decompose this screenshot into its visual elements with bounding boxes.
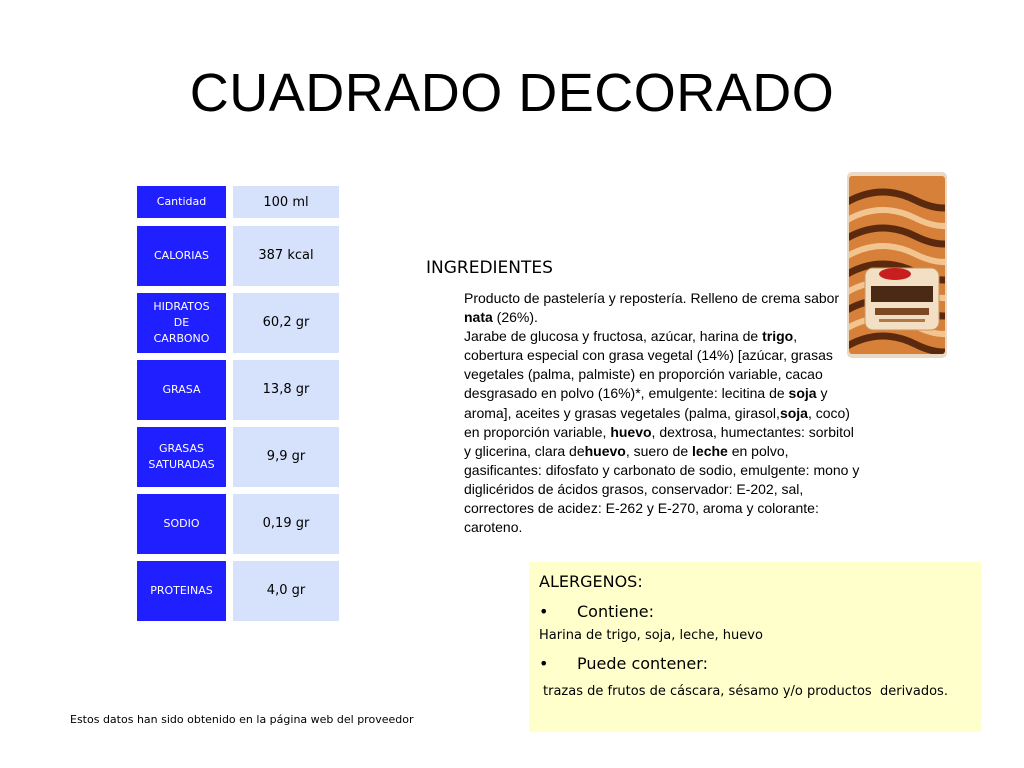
allergens-contains-label: Contiene: [577,602,655,621]
source-footnote: Estos datos han sido obtenido en la página web del proveedor [70,713,414,726]
ingredients-segment: en polvo, gasificantes: difosfato y carbonato de sodio, emulgente: mono y diglicéridos de ácidos grasos, conservador: E-202, sal, correctores de acidez: E-262 y E-270, aroma y colorante: caroteno. [464,442,860,536]
ingredient-allergen: huevo [610,423,652,440]
ingredients-segment: , coco) en proporción variable, [464,404,850,440]
nutrition-value-hidratos: 60,2 gr [233,293,339,353]
product-package-picture [845,170,949,360]
allergens-box [529,562,981,732]
ingredient-allergen: trigo [762,328,794,345]
slide-title: CUADRADO DECORADO [189,63,835,123]
ingredients-segment: (26%). [492,309,538,326]
allergens-may-contain-label: Puede contener: [577,654,708,673]
ingredients-segment: y aroma], aceites y grasas vegetales (palma, girasol, [464,385,828,421]
nutrition-value-calorias: 387 kcal [233,226,339,286]
ingredient-allergen: leche [692,442,728,459]
ingredient-allergen: soja [788,385,817,402]
product-image [845,170,949,360]
ingredients-text [464,289,860,537]
nutrition-label-grasa: GRASA [137,360,226,420]
nutrition-label-cantidad: Cantidad [137,186,226,218]
nutrition-label-calorias: CALORIAS [137,226,226,286]
ingredients-heading: INGREDIENTES [426,258,553,278]
nutrition-label-hidratos: HIDRATOS DE CARBONO [137,293,226,353]
nutrition-value-grasas-saturadas: 9,9 gr [233,427,339,487]
nutrition-value-grasa: 13,8 gr [233,360,339,420]
nutrition-value-sodio: 0,19 gr [233,494,339,554]
bullet-icon: • [539,654,549,673]
ingredient-allergen: soja [779,404,808,421]
ingredient-allergen: huevo [584,442,626,459]
allergens-heading: ALERGENOS: [539,572,643,591]
ingredients-segment: Producto de pastelería y repostería. Relleno de crema sabor [464,290,840,306]
allergens-may-contain-text: trazas de frutos de cáscara, sésamo y/o productos derivados. [543,684,948,699]
ingredients-segment: Jarabe de glucosa y fructosa, azúcar, harina de [464,328,763,345]
ingredient-allergen: nata [464,309,493,326]
nutrition-label-grasas-saturadas: GRASAS SATURADAS [137,427,226,487]
ingredients-segment: , dextrosa, humectantes: sorbitol y glicerina, clara de [464,423,854,459]
nutrition-value-proteinas: 4,0 gr [233,561,339,621]
ingredients-segment: , cobertura especial con grasa vegetal (14%) [azúcar, grasas vegetales (palma, palmiste) en proporción variable, cacao desgrasado en polvo (16%)*, emulgente: lecitina de [464,328,833,402]
bullet-icon: • [539,602,549,621]
nutrition-value-cantidad: 100 ml [233,186,339,218]
allergens-contains-text: Harina de trigo, soja, leche, huevo [539,628,763,643]
ingredients-segment: , suero de [625,442,693,459]
nutrition-label-sodio: SODIO [137,494,226,554]
nutrition-label-proteinas: PROTEINAS [137,561,226,621]
